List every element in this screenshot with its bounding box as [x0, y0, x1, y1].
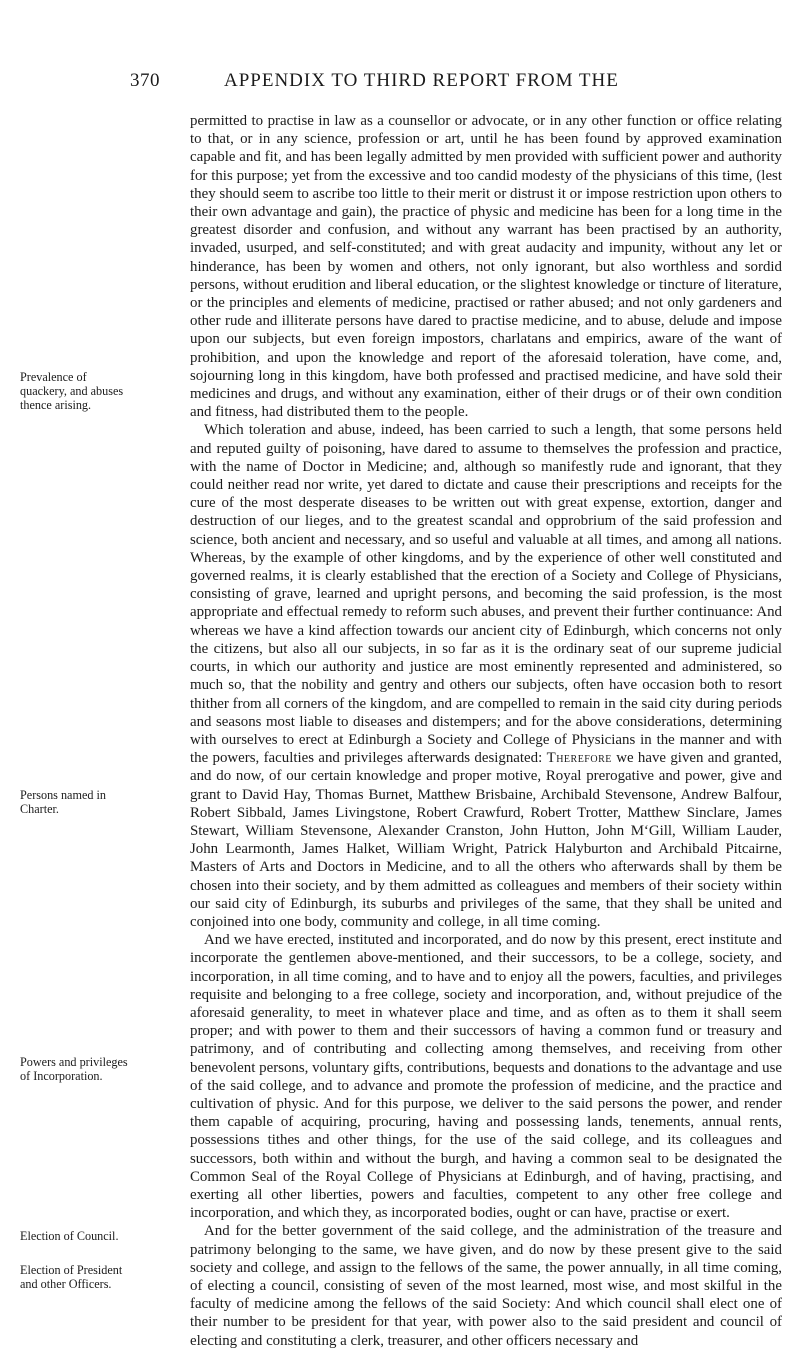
page-number: 370	[130, 70, 160, 91]
margin-note-powers-and-privileges: Powers and privileges of Incorporation.	[20, 1055, 128, 1083]
therefore-word: Therefore	[546, 750, 612, 767]
margin-note-election-of-president: Election of President and other Officers.	[20, 1263, 123, 1291]
paragraph-2	[190, 421, 782, 931]
paragraph-1: permitted to practise in law as a counsellor or advocate, or in any other function or office relating to that, or in any science, profession or art, until he has been found by approved examination capable and fit, and has been legally admitted by men provided with sufficient power and authority for this purpose; yet from the excessive and too candid modesty of the physicians of this time, (lest they should seem to ascribe too little to their merit or distrust it or impose restriction upon others to their own advantage and gain), the practice of physic and medicine has been for a long time in the greatest disorder and confusion, and without any warrant has been practised by an authority, invaded, usurped, and self-constituted; and with great audacity and impunity, without any let or hinderance, has been by women and others, not only ignorant, but also worthless and sordid persons, without erudition and liberal education, or the slightest knowledge or tincture of literature, or the principles and elements of medicine, practised or rather abused; and not only gardeners and other rude and illiterate persons have dared to practise medicine, and to abuse, delude and impose upon our subjects, but even foreign impostors, charlatans and empirics, aware of the want of prohibition, and upon the knowledge and report of the aforesaid toleration, have come, and, sojourning long in this kingdom, have both professed and practised medicine, and have sold their medicines and drugs, and without any examination, either of their drugs or of their own condition and fitness, had distributed them to the people.	[190, 113, 782, 421]
margin-note-election-of-council: Election of Council.	[20, 1229, 119, 1243]
paragraph-2-text-b: we have given and granted, and do now, of our certain knowledge and proper motive, Royal prerogative and power, give and grant to David Hay, Thomas Burnet, Matthew Brisbaine, Archibald Stevensone, Andrew Balfour, Robert Sibbald, James Livingstone, Robert Crawfurd, Robert Trotter, Matthew Sinclare, James Stewart, William Stevensone, Alexander Cranston, John Hutton, John M‘Gill, William Lauder, John Learmonth, James Halket, William Wright, Patrick Halyburton and Archibald Pitcairne, Masters of Arts and Doctors in Medicine, and to all the others who afterwards shall by them be chosen into their society, and by them admitted as colleagues and members of their society within our said city of Edinburgh, its suburbs and privileges of the same, that they shall be united and conjoined into one body, community and college, in all time coming.	[190, 750, 782, 930]
body-text	[190, 112, 782, 1350]
paragraph-4: And for the better government of the said college, and the administration of the treasure and patrimony belonging to the same, we have given, and do now by these present give to the said society and college, and assign to the fellows of the same, the power annually, in all time coming, of electing a council, consisting of seven of the most learned, most wise, and most skilful in the faculty of medicine among the fellows of the said Society: And which council shall elect one of their number to be president for that year, with power also to the said president and council of electing and constituting a clerk, treasurer, and other officers necessary and	[190, 1223, 782, 1349]
paragraph-2-text-a: Which toleration and abuse, indeed, has been carried to such a length, that some persons held and reputed guilty of poisoning, have dared to assume to themselves the profession and practice, with the name of Doctor in Medicine; and, although so manifestly rude and ignorant, that they could neither read nor write, yet dared to dictate and cause their prescriptions and receipts for the cure of the most desperate diseases to be written out with great expense, extortion, danger and destruction of our lieges, and to the greatest scandal and opprobrium of the said profession and science, both ancient and necessary, and so useful and valuable at all times, and among all nations. Whereas, by the example of other kingdoms, and by the experience of other well constituted and governed realms, it is clearly established that the erection of a Society and College of Physicians, consisting of grave, learned and upright persons, and becoming the said profession, is the most appropriate and effectual remedy to reform such abuses, and prevent their further continuance: And whereas we have a kind affection towards our ancient city of Edinburgh, which concerns not only the citizens, but also all our subjects, in so far as it is the ordinary seat of our supreme judicial courts, in which our authority and justice are most eminently represented and administered, so much so, that the nobility and gentry and others our subjects, often have occasion both to resort thither from all corners of the kingdom, and are compelled to remain in the said city during periods and seasons most liable to diseases and distempers; and for the above considerations, determining with ourselves to erect at Edinburgh a Society and College of Physicians in the manner and with the powers, faculties and privileges afterwards designated:	[190, 422, 782, 767]
running-title: APPENDIX TO THIRD REPORT FROM THE	[224, 70, 619, 91]
margin-note-prevalence-of-quackery: Prevalence of quackery, and abuses thence arising.	[20, 370, 124, 412]
margin-notes	[20, 0, 170, 1320]
margin-note-persons-named: Persons named in Charter.	[20, 788, 106, 816]
running-head	[130, 70, 770, 98]
paragraph-3: And we have erected, instituted and incorporated, and do now by this present, erect institute and incorporate the gentlemen above-mentioned, and their successors, to be a college, society, and incorporation, in all time coming, and to have and to enjoy all the powers, faculties, and privileges requisite and belonging to a free college, society and incorporation, and, without prejudice of the aforesaid generality, to meet in whatever place and time, and as often as to them it shall seem proper; and with power to them and their successors of having a common fund or treasury and patrimony, and of contributing and collecting among themselves, and receiving from other benevolent persons, voluntary gifts, contributions, bequests and donations to the advantage and use of the said college, and to advance and promote the profession of medicine, and the practice and cultivation of physic. And for this purpose, we deliver to the said persons the power, and render them capable of acquiring, procuring, having and possessing lands, tenements, annual rents, possessions tithes and other things, for the use of the said college, and its colleagues and successors, both within and without the burgh, and having a common seal to be designated the Common Seal of the Royal College of Physicians at Edinburgh, and of having, practising, and exerting all other liberties, powers and faculties, competent to any other free college and incorporation, and which they, as incorporated bodies, ought or can have, practise or exert.	[190, 932, 782, 1222]
